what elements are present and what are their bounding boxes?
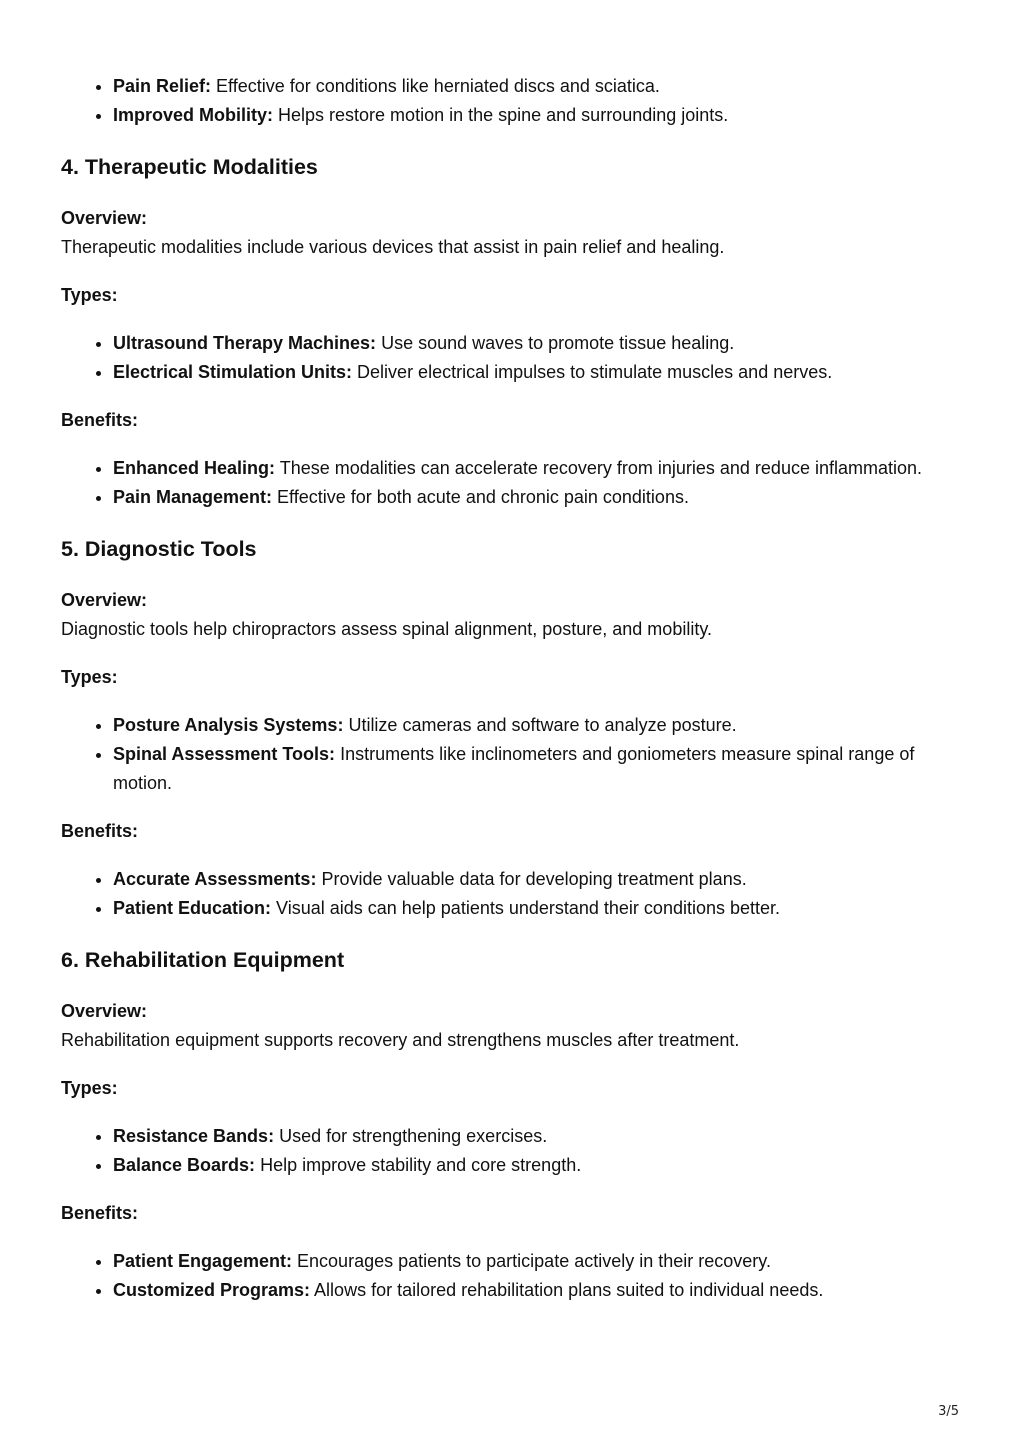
bullet-text: Instruments like inclinometers and goniometers measure spinal range of motion. bbox=[113, 744, 915, 793]
list-item bbox=[113, 740, 966, 798]
bullet-term: Posture Analysis Systems: bbox=[113, 715, 344, 735]
list-item bbox=[113, 1151, 966, 1180]
bullet-term: Resistance Bands: bbox=[113, 1126, 275, 1146]
bullet-term: Customized Programs: bbox=[113, 1280, 311, 1300]
bullet-term: Improved Mobility: bbox=[113, 105, 274, 125]
bullet-term: Balance Boards: bbox=[113, 1155, 256, 1175]
bullet-text: Use sound waves to promote tissue healing. bbox=[376, 333, 735, 353]
bullet-text: Deliver electrical impulses to stimulate muscles and nerves. bbox=[352, 362, 833, 382]
overview-text: Diagnostic tools help chiropractors assess spinal alignment, posture, and mobility. bbox=[61, 619, 712, 639]
types-label: Types: bbox=[61, 667, 118, 687]
benefits-label: Benefits: bbox=[61, 1203, 139, 1223]
bullet-text: Provide valuable data for developing treatment plans. bbox=[316, 869, 747, 889]
bullet-text: Help improve stability and core strength. bbox=[255, 1155, 582, 1175]
bullet-term: Accurate Assessments: bbox=[113, 869, 317, 889]
list-item bbox=[113, 894, 966, 923]
list-item bbox=[113, 1122, 966, 1151]
list-item bbox=[113, 483, 966, 512]
list-item bbox=[113, 329, 966, 358]
bullet-term: Pain Management: bbox=[113, 487, 273, 507]
bullet-term: Electrical Stimulation Units: bbox=[113, 362, 353, 382]
document-body bbox=[61, 72, 966, 1305]
list-item bbox=[113, 72, 966, 101]
types-list bbox=[61, 1122, 966, 1180]
bullet-text: Encourages patients to participate actively in their recovery. bbox=[292, 1251, 771, 1271]
benefits-list bbox=[61, 454, 966, 512]
bullet-text: Helps restore motion in the spine and surrounding joints. bbox=[273, 105, 729, 125]
benefits-list bbox=[61, 865, 966, 923]
types-list bbox=[61, 329, 966, 387]
list-item bbox=[113, 101, 966, 130]
page-number: 3/5 bbox=[938, 1404, 959, 1419]
bullet-term: Pain Relief: bbox=[113, 76, 212, 96]
list-item bbox=[113, 711, 966, 740]
section-rehabilitation-equipment bbox=[61, 945, 966, 1305]
benefits-list bbox=[61, 1247, 966, 1305]
list-item bbox=[113, 358, 966, 387]
bullet-text: Effective for conditions like herniated discs and sciatica. bbox=[211, 76, 660, 96]
section-diagnostic-tools bbox=[61, 534, 966, 923]
list-item bbox=[113, 454, 966, 483]
intro-bullet-list bbox=[61, 72, 966, 130]
list-item bbox=[113, 1247, 966, 1276]
bullet-text: Effective for both acute and chronic pain conditions. bbox=[272, 487, 689, 507]
bullet-term: Ultrasound Therapy Machines: bbox=[113, 333, 377, 353]
bullet-text: Used for strengthening exercises. bbox=[274, 1126, 548, 1146]
bullet-text: These modalities can accelerate recovery from injuries and reduce inflammation. bbox=[275, 458, 923, 478]
bullet-text: Allows for tailored rehabilitation plans suited to individual needs. bbox=[310, 1280, 824, 1300]
section-therapeutic-modalities bbox=[61, 152, 966, 512]
section-heading: 5. Diagnostic Tools bbox=[61, 537, 257, 561]
benefits-label: Benefits: bbox=[61, 410, 139, 430]
section-heading: 6. Rehabilitation Equipment bbox=[61, 948, 345, 972]
bullet-term: Patient Education: bbox=[113, 898, 272, 918]
overview-label: Overview: bbox=[61, 590, 148, 610]
types-label: Types: bbox=[61, 285, 118, 305]
bullet-term: Spinal Assessment Tools: bbox=[113, 744, 336, 764]
bullet-text: Utilize cameras and software to analyze posture. bbox=[343, 715, 737, 735]
types-label: Types: bbox=[61, 1078, 118, 1098]
overview-text: Rehabilitation equipment supports recovery and strengthens muscles after treatment. bbox=[61, 1030, 740, 1050]
bullet-term: Patient Engagement: bbox=[113, 1251, 293, 1271]
list-item bbox=[113, 1276, 966, 1305]
benefits-label: Benefits: bbox=[61, 821, 139, 841]
bullet-text: Visual aids can help patients understand their conditions better. bbox=[271, 898, 781, 918]
overview-label: Overview: bbox=[61, 1001, 148, 1021]
section-heading: 4. Therapeutic Modalities bbox=[61, 155, 318, 179]
list-item bbox=[113, 865, 966, 894]
overview-text: Therapeutic modalities include various devices that assist in pain relief and healing. bbox=[61, 237, 725, 257]
types-list bbox=[61, 711, 966, 798]
overview-label: Overview: bbox=[61, 208, 148, 228]
bullet-term: Enhanced Healing: bbox=[113, 458, 276, 478]
